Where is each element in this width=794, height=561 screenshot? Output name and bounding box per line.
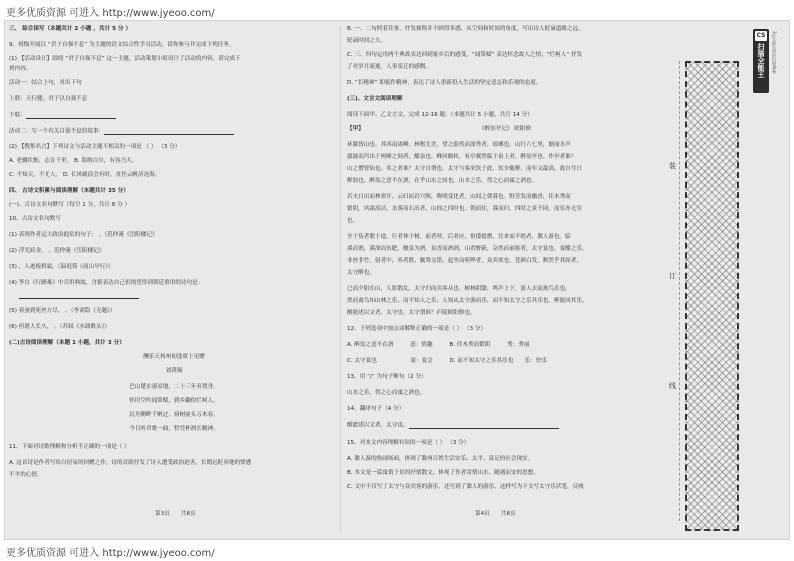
question-11-a: A. 这首诗是作者写给白居易的回赠之作，诗的首联抒发了诗人遭受政治迫害，长期远贬异地的愤懑 [9,460,252,466]
question-11-d: D. “长精神” 即振作精神，表达了诗人重新投入生活的坚定意志和乐观的态度。 [347,80,542,86]
essay-line: 山之僧智仙也。名之者谁？太守自谓也。太守与客来饮于此，饮少辄醉，而年又最高，故自号曰 [347,166,582,172]
question-12: 12、下列选项中加点词解释正确的一项是（ ） （3 分） [347,326,487,332]
binding-label-mid: 订 [669,272,676,280]
poem-line: 怀旧空吟闻笛赋，到乡翻似烂柯人。 [129,398,219,404]
page-number-right: 第4页 共8页 [475,511,516,517]
answer-blank[interactable] [26,113,116,119]
recite-2: (2) 浮光跃金， 。范仲淹《岳阳楼记》 [9,248,105,254]
footer-watermark: 更多优质资源 可进入 http://www.jyeoo.com/ [6,548,215,559]
question-13: 13、用 “/” 为句子断句（2 分） [347,374,427,380]
answer-blank[interactable] [104,129,234,135]
section-title-poetry: 四、 古诗文积累与阅读理解（本题共计 35 分） [9,188,129,194]
page-divider [340,25,341,533]
subsection-poem-reading: (二)古诗阅读理解（本题 1 小题，共计 3 分） [9,340,125,346]
essay-line: 然而禽鸟知山林之乐，而不知人之乐；人知从太守游而乐，而不知太守之乐其乐也。醉能同其乐， [347,298,588,304]
question-9-2: (2) 【搜集名言】下列诗文与活动主题不相关的一项是 （ ） （3 分） [9,144,181,150]
couplet-first: 上联：天行健，君子以自强不息 [9,96,88,102]
recite-5: (5) 春蚕到死丝方尽， 。（李商隐《无题》） [9,308,116,314]
poem-line: 今日听君歌一曲，暂凭杯酒长精神。 [129,426,219,432]
options-ab: A. 老骥伏枥，志在千里。 B. 海纳百川，有容乃大。 [9,158,138,164]
question-15-a: A. 滁人游的热闹场面，体现了滁州百姓生活安乐、太平、富足的社会现实。 [347,456,534,462]
recite-6: (6) 但愿人长久， 。（苏轼《水调歌头》） [9,324,110,330]
options-cd: C. 不知天，不尤人。 D. 长风破浪会有时，直挂云帆济沧海。 [9,172,161,178]
recite-1: (1) 表现作者远大政治抱负的句子： 。（范仲淹《岳阳楼记》 [9,232,158,238]
subsection-recitation: (一)、古诗文名句默写（每空 1 分，共计 8 分 ） [9,202,131,208]
essay-line: 若夫日出而林霏开，云归而岩穴暝，晦明变化者，山间之朝暮也。野芳发而幽香，佳木秀而 [347,194,571,200]
essay-line: 醉翁也。醉翁之意不在酒，在乎山水之间也。山水之乐，得之心而寓之酒也。 [347,178,538,184]
subsection-classical: (三)、文言文阅读理解 [347,96,403,102]
classical-instruction: 阅读下面甲、乙文言文，完成 12-16 题。（本题共计 5 小题，共计 14 分） [347,112,533,118]
essay-line: 环滁皆山也。其西南诸峰，林壑尤美，望之蔚然而深秀者，琅琊也。山行六七里，渐闻水声 [347,142,571,148]
question-9-stem: 9、班级开展以 “君子自强不息” 为主题的语文综合性学习活动，请你参与并完成下列任务。 [9,42,235,48]
question-12-ab: A. 醉翁之意不在酒 意：情趣 B. 佳木秀而繁阴 秀：秀丽 [347,342,530,348]
binding-line [679,61,680,521]
question-9-1: (1) 【活动设计】围绕 “君子自强不息” 这一主题，活动策划小组设计了活动的内容，请完成下 [9,56,241,62]
activity-2-text: 活动二：写一个有关自强不息的故事： [9,128,105,135]
couplet-second-label: 下联： [9,112,26,119]
recite-4-blank [19,293,139,299]
recite-3: (3) ，人迹板桥霜。（温庭筠《商山早行》） [9,264,114,270]
answer-blank[interactable] [409,423,559,429]
question-11-a-cont: 不平的心情。 [9,472,43,478]
binding-label-top: 装 [669,162,676,170]
answer-blank[interactable] [19,293,139,299]
question-9-1-cont: 列内容。 [9,66,32,72]
page-number-left: 第3页 共8页 [155,511,196,517]
activity-1: 活动一：结合上句，对出下句 [9,80,82,86]
camscanner-title: 扫描全能王 [757,43,765,78]
camscanner-subtitle: 3亿人都在用的扫描App [772,31,777,74]
question-11-c-cont: 了对岁月流逝，人事变迁的感慨。 [347,64,431,70]
essay-line: 已而夕阳在山，人影散乱，太守归而宾客从也。树林阴翳，鸣声上下，游人去而禽鸟乐也。 [347,286,571,292]
question-11: 11、下面对诗歌理解和分析不正确的一项是（ ） [9,444,130,450]
question-14-sentence [347,423,559,429]
binding-label-bot: 线 [669,382,676,390]
recite-4: (4) 李白《行路难》中引用典故，含蓄表达自己仍渴望得到朝廷重用的诗句是： [9,280,204,286]
crosshatch-stamp [685,61,739,531]
essay-line: 溪而渔，溪深而鱼肥，酿泉为酒，泉香而酒洌，山肴野蔌，杂然而前陈者，太守宴也。宴酣之乐， [347,246,588,252]
camscanner-badge [753,29,769,93]
poem-line: 沉舟侧畔千帆过，病树前头万木春。 [129,412,219,418]
question-15-c: C. 文中不仅写了太守与众宾客的游乐，还写到了滁人的游乐，这样写为下文写太守乐伏笔，反映 [347,484,584,490]
essay-line: 至于负者歌于途，行者休于树，前者呼，后者应，伛偻提携，往来而不绝者，滁人游也。临 [347,234,571,240]
poem-line: 巴山楚水凄凉地，二十三年弃置身。 [129,384,219,390]
couplet-second [9,113,116,119]
section-title-composite: 三、 综合读写（本题共计 2 小题 ，共计 5 分 ） [9,26,132,32]
essay-title: 《醉翁亭记》 欧阳修 [478,126,532,132]
essay-line: 也。 [347,218,359,224]
activity-2 [9,129,234,135]
question-11-c: C. 三、四句运用两个典故表达回到家乡后的感受。“闻笛赋” 表达怀念故人之情；“烂柯人” 抒发 [347,52,583,58]
essay-line: 繁阴，风霜高洁，水落而石出者，山间之四时也。朝而往，暮而归，四时之景不同，而乐亦无穷 [347,206,582,212]
essay-line: 太守醉也。 [347,270,375,276]
question-15-b: B. 本文是一篇寓情于景的抒情散文，体现了作者寄情山水、随遇而安的思想。 [347,470,539,476]
essay-line: 非丝非竹，射者中，弈者胜，觥筹交错，起坐而喧哗者，众宾欢也。苍颜白发，颓然乎其间者， [347,258,582,264]
question-10: 10、古诗文名句默写 [9,216,61,222]
poem-title: 酬乐天扬州初逢席上见赠 [143,354,205,360]
text-a-label: 【甲】 [347,126,364,132]
binding-margin [667,21,789,541]
question-11-b-cont: 贬谪时间之久。 [347,38,387,44]
essay-line: 醒能述以文者，太守也。太守谓谁？庐陵欧阳修也。 [347,310,476,316]
question-15: 15、对本文内容理解有误的一项是（ ） （3 分） [347,440,470,446]
exam-scan-paper [4,20,790,540]
camscanner-logo-icon: CS [756,32,766,39]
question-14-text: 醒能述以文者，太守也。 [347,422,409,429]
question-14: 14、翻译句子（4 分） [347,406,405,412]
essay-line: 潺潺而泻出于两峰之间者，酿泉也。峰回路转，有亭翼然临于泉上者，醉翁亭也。作亭者谁？ [347,154,577,160]
header-watermark: 更多优质资源 可进入 http://www.jyeoo.com/ [6,8,215,19]
question-12-cd: C. 太守宴也 宴：宴会 D. 而不知太守之乐其乐也 乐：快乐 [347,358,547,364]
poem-author: 刘禹锡 [165,368,183,374]
question-11-b: B. 一、二句照着往事，抒发被称并不顾得多感，从空间和时间的角度，写出诗人贬谪道路之远， [347,26,584,32]
question-13-sentence: 山水之乐，得之心而寓之酒也。 [347,390,426,396]
